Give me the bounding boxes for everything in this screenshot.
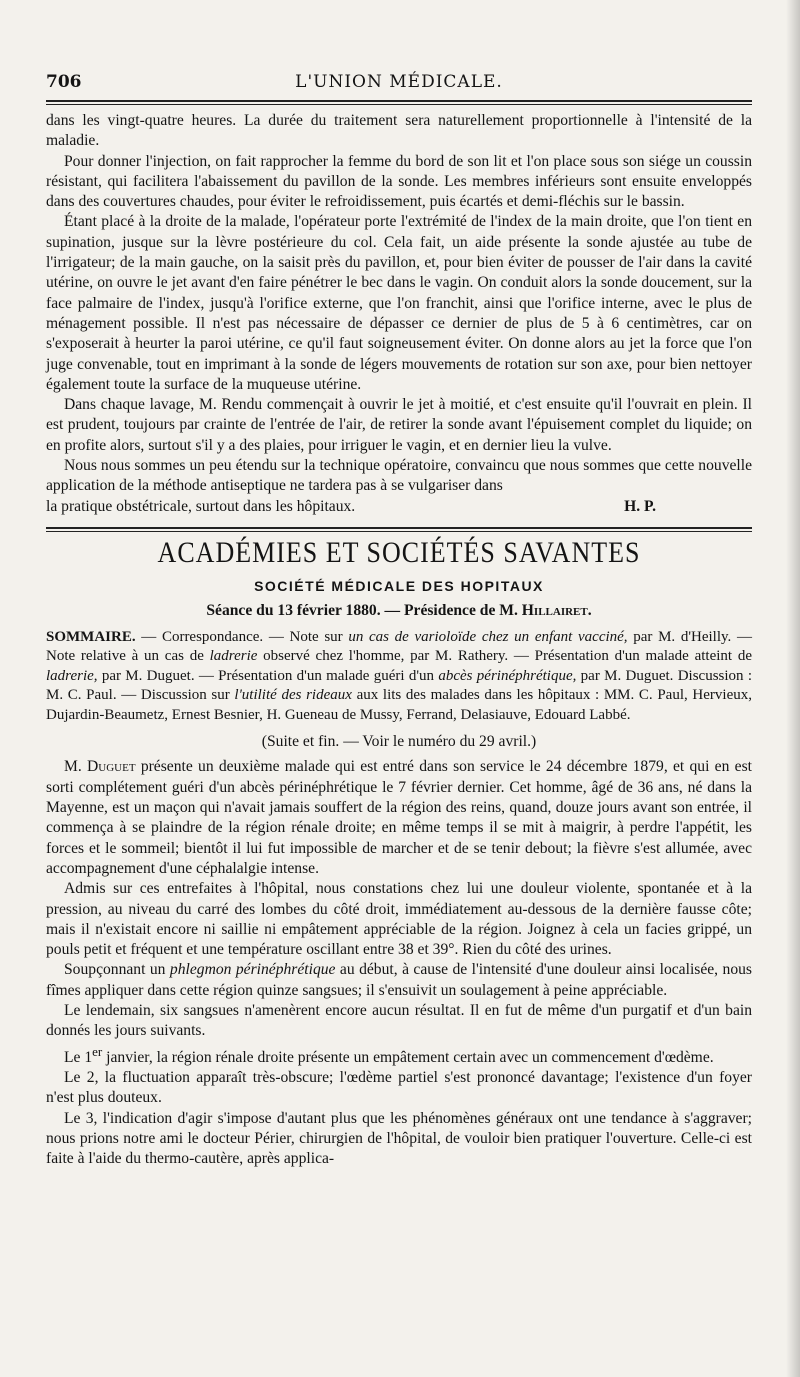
- summary-italic-4: abcès périnéphrétique,: [438, 667, 577, 684]
- summary-italic-5: l'utilité des rideaux: [234, 687, 352, 704]
- summary-italic-3: ladrerie,: [46, 667, 98, 684]
- summary-text-4: par M. Duguet. — Présentation d'un malade guéri d'un: [97, 667, 439, 684]
- body-paragraph-2: Admis sur ces entrefaites à l'hôpital, nous constations chez lui une douleur violente, spontanée et à la pression, au niveau du carré des lombes du côté droit, immédiatement au-dessous de la dernière fausse côte; mais il n'existait encore ni saillie ni empâtement appréciable de la région. Joignez à cela un facies grippé, un pouls petit et fréquent et une température oscillant entre 38 et 39°. Rien du côté des urines.: [46, 880, 752, 959]
- body-paragraph-1: [46, 757, 752, 879]
- intro-paragraph-2: Pour donner l'injection, on fait rapprocher la femme du bord de son lit et l'on place sous son siége un coussin résistant, qui facilitera l'abaissement du pavillon de la sonde. Les membres inférieurs sont ensuite enveloppés dans des couvertures chaudes, pour éviter le refroidissement, puis écartés et demi-fléchis sur le bassin.: [46, 152, 752, 211]
- author-signature: H. P.: [624, 497, 656, 515]
- body-paragraph-5: [46, 1042, 752, 1068]
- session-president: Hillairet.: [521, 601, 592, 619]
- session-prefix: Séance du 13 février 1880. — Présidence de M.: [206, 601, 522, 619]
- body-paragraph-6: Le 2, la fluctuation apparaît très-obscure; l'œdème partiel s'est prononcé davantage; l'existence d'un foyer n'est plus douteux.: [46, 1069, 752, 1107]
- section-title: ACADÉMIES ET SOCIÉTÉS SAVANTES: [157, 535, 641, 570]
- summary-italic-2: ladrerie: [209, 648, 258, 665]
- header-rule: [46, 100, 752, 105]
- body-paragraph-3-italic: phlegmon périnéphrétique: [169, 961, 336, 979]
- page-header: [46, 66, 752, 100]
- summary-text-1: — Correspondance. — Note sur: [135, 628, 349, 645]
- intro-last-line: [46, 497, 752, 517]
- intro-paragraph-5: Nous nous sommes un peu étendu sur la technique opératoire, convaincu que nous sommes que cette nouvelle application de la méthode antiseptique ne tardera pas à se vulgariser dans: [46, 457, 752, 495]
- summary-label: SOMMAIRE.: [46, 628, 136, 645]
- continuation-note: (Suite et fin. — Voir le numéro du 29 avril.): [261, 733, 537, 751]
- body-paragraph-3-b: au début, à cause de l'intensité d'une douleur ainsi localisée, nous fîmes appliquer dans cette région quinze sangsues; il s'ensuivit un soulagement à peine appréciable.: [46, 961, 752, 999]
- speaker-name: M. Duguet: [64, 758, 136, 776]
- intro-paragraph-3: Étant placé à la droite de la malade, l'opérateur porte l'extrémité de l'index de la main droite, que l'on tient en supination, jusque sur la lèvre postérieure du col. Cela fait, un aide présente la sonde ajustée au tube de l'irrigateur; de la main gauche, on la saisit près du pavillon, et, pour bien éviter de pousser de l'air dans la cavité utérine, on ouvre le jet avant d'en faire pénétrer le bec dans le vagin. On conduit alors la sonde doucement, sur la face palmaire de l'index, jusqu'à l'orifice externe, que l'on franchit, ainsi que l'orifice interne, avec le plus de ménagement possible. Il n'est pas nécessaire de dépasser ce dernier de plus de 5 à 6 centimètres, car on s'exposerait à heurter la paroi utérine, ce qu'il faut soigneusement éviter. On donne alors au jet la force que l'on juge convenable, tout en imprimant à la sonde de légers mouvements de rotation sur son axe, pour bien nettoyer également toute la surface de la muqueuse utérine.: [46, 213, 752, 393]
- society-title: SOCIÉTÉ MÉDICALE DES HOPITAUX: [254, 577, 544, 594]
- summary-text-5: par M. Duguet. Discussion : M. C. Paul. — Discussion sur: [46, 667, 752, 704]
- session-line: [46, 602, 752, 620]
- summary-text-2: par M. d'Heilly. — Note relative à un cas de: [46, 628, 752, 665]
- body-paragraph-4: Le lendemain, six sangsues n'amenèrent encore aucun résultat. Il en fut de même d'un purgatif et d'un bain donnés les jours suivants.: [46, 1002, 752, 1040]
- summary-italic-1: un cas de varioloïde chez un enfant vacciné,: [348, 628, 628, 645]
- intro-last-line-text: la pratique obstétricale, surtout dans les hôpitaux.: [46, 497, 356, 515]
- article-body: [46, 757, 752, 1169]
- body-paragraph-1-text: présente un deuxième malade qui est entré dans son service le 24 décembre 1879, et qui en est sorti complétement guéri d'un abcès périnéphrétique le 7 février dernier. Cet homme, âgé de 36 ans, né dans la Mayenne, est un maçon qui n'avait jamais souffert de la région des reins, quand, douze jours avant son entrée, il commença à se plaindre de la région rénale droite; en même temps il se mit à maigrir, à perdre l'appétit, les forces et le sommeil; bientôt il lui fut impossible de marcher et de se tenir debout; la fièvre s'est allumée, avec accompagnement d'une céphalalgie intense.: [46, 758, 752, 877]
- body-paragraph-3: [46, 960, 752, 1001]
- summary-text-3: observé chez l'homme, par M. Rathery. — Présentation d'un malade atteint de: [257, 648, 752, 665]
- intro-paragraph-1: dans les vingt-quatre heures. La durée du traitement sera naturellement proportionnelle à l'intensité de la maladie.: [46, 112, 752, 150]
- body-paragraph-7: Le 3, l'indication d'agir s'impose d'autant plus que les phénomènes généraux ont une tendance à s'aggraver; nous prions notre ami le docteur Périer, chirurgien de l'hôpital, de vouloir bien pratiquer l'ouverture. Celle-ci est faite à l'aide du thermo-cautère, après applica-: [46, 1109, 752, 1168]
- intro-paragraph-4: Dans chaque lavage, M. Rendu commençait à ouvrir le jet à moitié, et c'est ensuite qu'il l'ouvrait en plein. Il est prudent, toujours par crainte de l'entrée de l'air, de retirer la sonde avant l'épuisement complet du liquide; on en profite alors, surtout s'il y a des plaies, pour irriguer le vagin, et en dernier lieu la vulve.: [46, 396, 752, 454]
- section-rule: [46, 527, 752, 532]
- summary-text-6: aux lits des malades dans les hôpitaux : MM. C. Paul, Hervieux, Dujardin-Beaumetz, Ernest Besnier, H. Gueneau de Mussy, Ferrand, Delasiauve, Edouard Labbé.: [46, 687, 752, 723]
- intro-article: [46, 111, 752, 517]
- page-edge-shadow: [786, 0, 800, 1377]
- running-title: L'UNION MÉDICALE.: [295, 72, 503, 92]
- body-paragraph-5-a: Le 1: [64, 1048, 93, 1066]
- page-number: 706: [46, 72, 82, 92]
- body-paragraph-5-sup: er: [92, 1043, 103, 1059]
- summary-paragraph: [46, 628, 752, 726]
- body-paragraph-3-a: Soupçonnant un: [64, 961, 170, 979]
- body-paragraph-5-b: janvier, la région rénale droite présente un empâtement certain avec un commencement d'œdème.: [102, 1048, 714, 1066]
